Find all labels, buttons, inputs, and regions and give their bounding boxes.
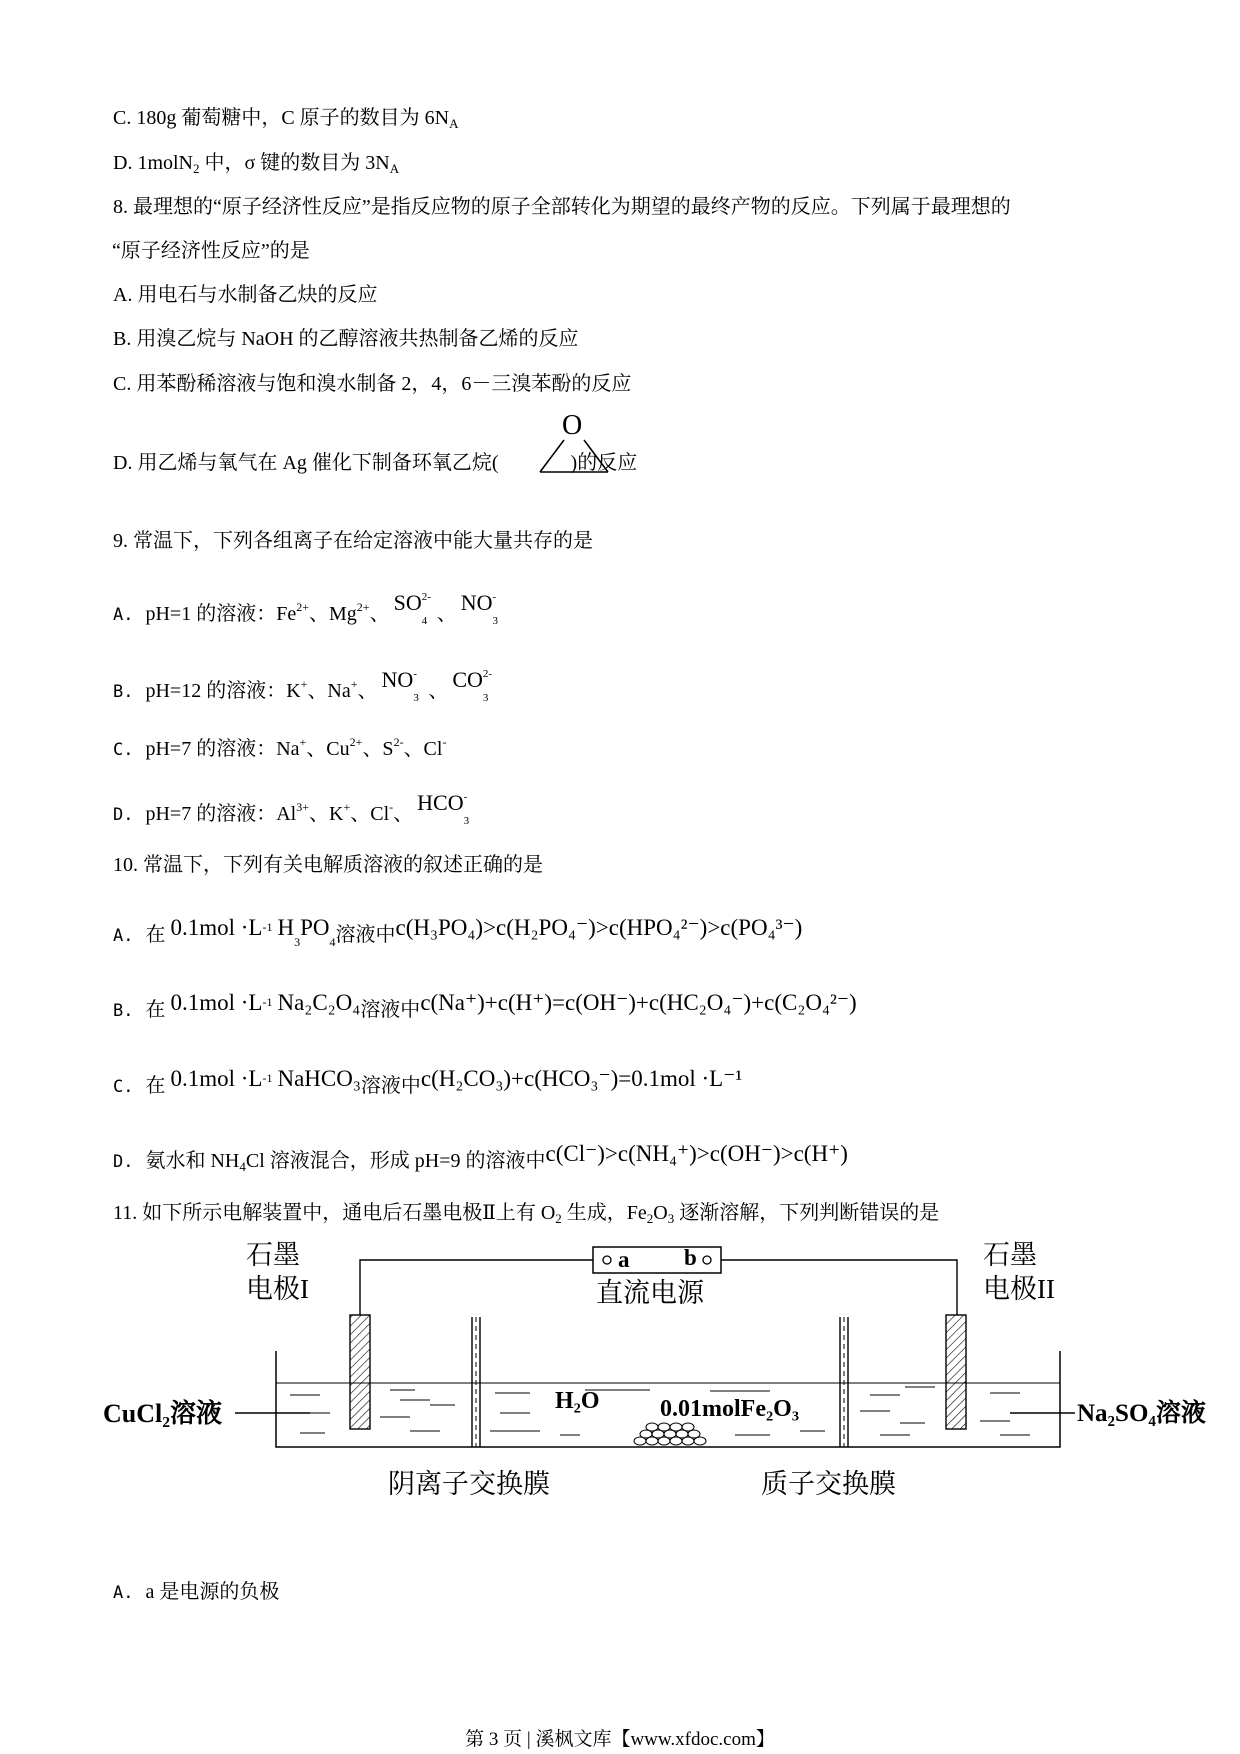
right-solution-label: Na₂SO₄溶液 xyxy=(1077,1400,1206,1427)
q9-option-d: D. pH=7 的溶液：$Al^{3+}$、K+、Cl-、 HCO - 3 xyxy=(113,790,470,827)
q8-option-d: D. 用乙烯与氧气在 Ag 催化下制备环氧乙烷( )的反应 xyxy=(113,452,638,474)
q8-option-a: A. 用电石与水制备乙炔的反应 xyxy=(113,284,378,306)
q11-option-a: A. a 是电源的负极 xyxy=(113,1581,280,1603)
q9-option-c: C. pH=7 的溶液：Na+、$Cu^{2+}$、$S^{2-}$、Cl- xyxy=(113,735,447,760)
q8-stem-line2: “原子经济性反应”的是 xyxy=(112,240,310,262)
q8-option-c: C. 用苯酚稀溶液与饱和溴水制备 2，4，6－三溴苯酚的反应 xyxy=(113,373,632,395)
left-electrode-label-2: 电极I xyxy=(246,1274,309,1304)
power-terminal-a: a xyxy=(618,1247,630,1272)
epoxide-structure: O xyxy=(536,412,612,480)
q11-stem: 11. 如下所示电解装置中，通电后石墨电极Ⅱ上有 $O_2$ 生成，$Fe_2O_3$ 逐渐溶解，下列判断错误的是 xyxy=(113,1202,940,1226)
q10-option-c: C. 在 $0.1mol \cdot L^{-1}$ NaHCO₃溶液中c(H₂CO₃)+c(HCO₃⁻)=0.1mol ·L⁻¹ xyxy=(113,1066,743,1097)
fe2o3-label: 0.01molFe₂O₃ xyxy=(660,1396,800,1422)
q10-option-a: A. 在 $0.1mol \cdot L^{-1}$ $H_3PO_4$溶液中c(H₃PO₄)>c(H₂PO₄⁻)>c(HPO₄²⁻)>c(PO₄³⁻) xyxy=(113,915,803,949)
left-solution-label: CuCl₂溶液 xyxy=(103,1399,223,1428)
anion-membrane-label: 阴离子交换膜 xyxy=(388,1469,550,1499)
right-electrode-label-2: 电极II xyxy=(983,1274,1055,1304)
q7-option-d: D. 1molN$_2$ 中，σ 键的数目为 $3N_A$ xyxy=(113,152,400,176)
power-supply-label: 直流电源 xyxy=(596,1278,704,1308)
q9-option-a: A. pH=1 的溶液：$Fe^{2+}$、$Mg^{2+}$、 SO 2- 4 、 NO - 3 xyxy=(113,590,498,627)
q8-option-b: B. 用溴乙烷与 NaOH 的乙醇溶液共热制备乙烯的反应 xyxy=(113,328,579,350)
q10-option-b: B. 在 $0.1mol \cdot L^{-1}$ Na₂C₂O₄溶液中c(Na⁺)+c(H⁺)=c(OH⁻)+c(HC₂O₄⁻)+c(C₂O₄²⁻) xyxy=(113,990,857,1021)
q7-option-c: C. 180g 葡萄糖中，C 原子的数目为 $6N_A$ xyxy=(113,107,459,131)
left-electrode-label-1: 石墨 xyxy=(246,1240,300,1270)
right-electrode-label-1: 石墨 xyxy=(983,1240,1037,1270)
q8-stem-line1: 8. 最理想的“原子经济性反应”是指反应物的原子全部转化为期望的最终产物的反应。下列属于最理想的 xyxy=(113,196,1011,218)
q9-option-b: B. pH=12 的溶液：K+、Na+、 NO - 3 、 CO 2- 3 xyxy=(113,667,493,704)
power-terminal-b: b xyxy=(684,1245,697,1270)
proton-membrane-label: 质子交换膜 xyxy=(761,1469,896,1499)
q10-stem: 10. 常温下，下列有关电解质溶液的叙述正确的是 xyxy=(113,854,543,876)
electrolysis-diagram xyxy=(103,1235,1240,1525)
q10-option-d: D. 氨水和 $NH_4Cl$ 溶液混合，形成 pH=9 的溶液中c(Cl⁻)>c(NH₄⁺)>c(OH⁻)>c(H⁺) xyxy=(113,1141,848,1174)
page-footer: 第 3 页 | 溪枫文库【www.xfdoc.com】 xyxy=(465,1729,775,1750)
q9-stem: 9. 常温下，下列各组离子在给定溶液中能大量共存的是 xyxy=(113,530,593,552)
water-label: H₂O xyxy=(555,1388,600,1414)
